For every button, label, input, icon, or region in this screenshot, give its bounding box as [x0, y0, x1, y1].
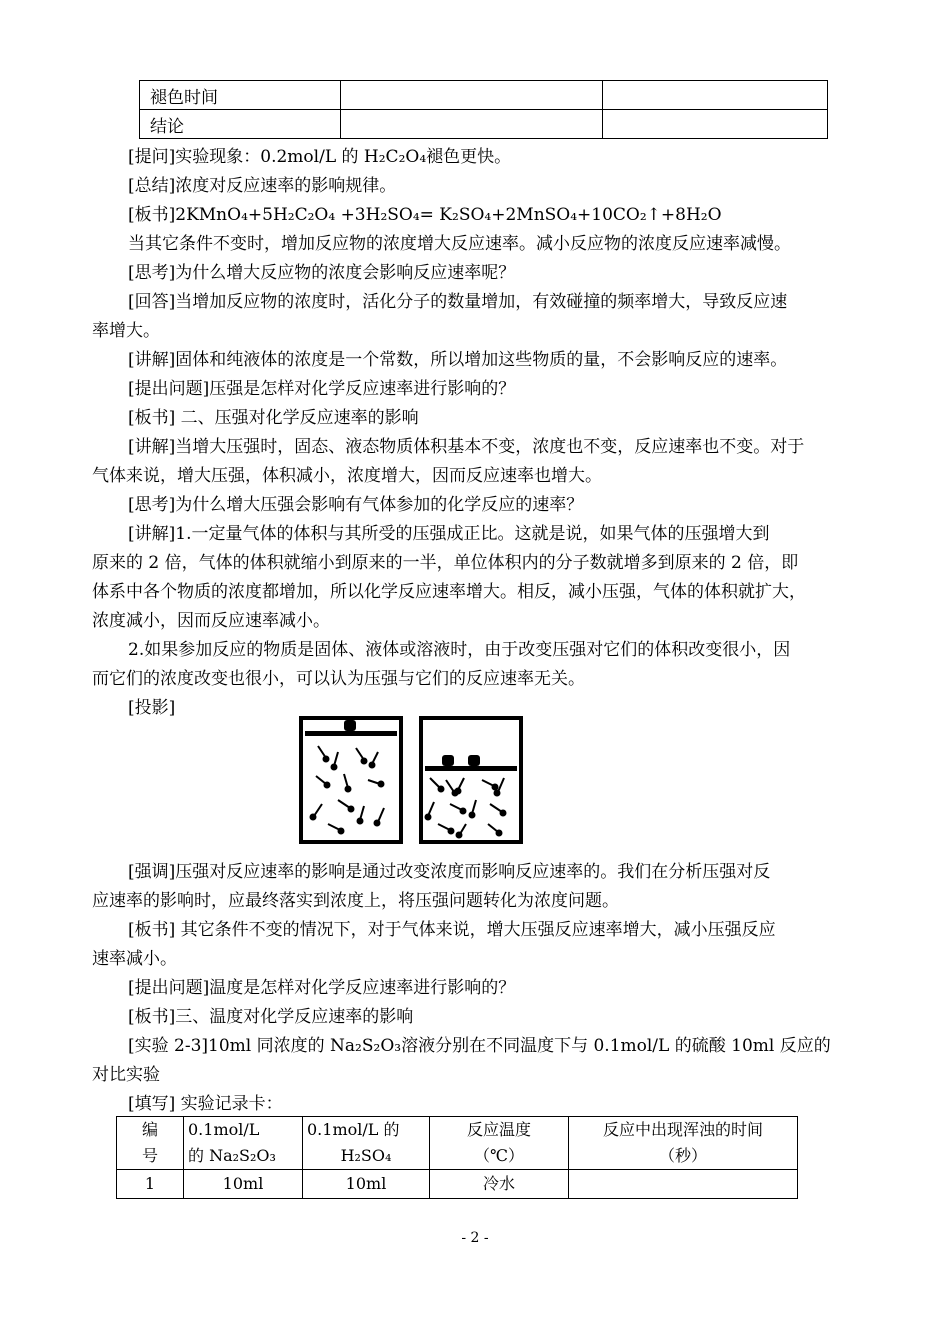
header-text: 0.1mol/L	[188, 1120, 260, 1139]
text-line: 2.如果参加反应的物质是固体、液体或溶液时，由于改变压强对它们的体积改变很小，因	[128, 640, 791, 660]
text-line: [回答]当增加反应物的浓度时，活化分子的数量增加，有效碰撞的频率增大，导致反应速	[128, 292, 788, 312]
text-line: [板书]三、温度对化学反应速率的影响	[128, 1007, 414, 1027]
header-text: H₂SO₄	[340, 1146, 392, 1165]
text-line: [强调]压强对反应速率的影响是通过改变浓度而影响反应速率的。我们在分析压强对反	[128, 862, 771, 882]
header-text: 的 Na₂S₂O₃	[188, 1146, 276, 1165]
text-line: [投影]	[128, 698, 176, 718]
experiment-result-table	[139, 80, 828, 139]
left-cylinder	[301, 718, 401, 842]
text-line: [板书] 其它条件不变的情况下，对于气体来说，增大压强反应速率增大，减小压强反应	[128, 920, 776, 940]
table-cell	[603, 110, 828, 139]
page-number: - 2 -	[461, 1230, 489, 1246]
table-row	[140, 81, 828, 110]
text-line: 而它们的浓度改变也很小，可以认为压强与它们的反应速率无关。	[92, 669, 585, 689]
header-text: 反应温度	[466, 1120, 531, 1139]
text-line: 原来的 2 倍，气体的体积就缩小到原来的一半，单位体积内的分子数就增多到原来的 2 倍，即	[92, 553, 799, 573]
table-cell: 1	[117, 1170, 184, 1199]
text-line: 体系中各个物质的浓度都增加，所以化学反应速率增大。相反，减小压强，气体的体积就扩大，	[92, 582, 806, 602]
table-cell	[341, 110, 603, 139]
header-text: 编	[141, 1120, 158, 1139]
right-cylinder	[421, 718, 521, 842]
text-line: [讲解]固体和纯液体的浓度是一个常数，所以增加这些物质的量，不会影响反应的速率。	[128, 350, 788, 370]
header-cell-h2so4	[303, 1117, 430, 1170]
text-line: [提出问题]压强是怎样对化学反应速率进行影响的？	[128, 379, 516, 399]
pressure-diagram	[298, 712, 528, 846]
text-line: [总结]浓度对反应速率的影响规律。	[128, 176, 397, 196]
table-header-row	[117, 1117, 798, 1170]
header-text: 号	[141, 1146, 158, 1165]
table-cell-label: 结论	[140, 110, 341, 139]
header-cell-time	[569, 1117, 798, 1170]
text-line: [讲解]1.一定量气体的体积与其所受的压强成正比。这就是说，如果气体的压强增大到	[128, 524, 770, 544]
table-cell: 10ml	[184, 1170, 303, 1199]
table-cell	[603, 81, 828, 110]
table-cell	[569, 1170, 798, 1199]
text-line: 速率减小。	[92, 949, 177, 969]
text-line: [提出问题]温度是怎样对化学反应速率进行影响的？	[128, 978, 516, 998]
table-cell-label: 褪色时间	[140, 81, 341, 110]
text-line: [填写] 实验记录卡：	[128, 1094, 283, 1114]
text-line: [实验 2-3]10ml 同浓度的 Na₂S₂O₃溶液分别在不同温度下与 0.1mol/L 的硫酸 10ml 反应的	[128, 1036, 831, 1056]
table-cell	[341, 81, 603, 110]
text-line: [思考]为什么增大反应物的浓度会影响反应速率呢？	[128, 263, 516, 283]
table-cell: 冷水	[430, 1170, 569, 1199]
header-text: 反应中出现浑浊的时间	[602, 1120, 763, 1139]
text-line: 当其它条件不变时，增加反应物的浓度增大反应速率。减小反应物的浓度反应速率减慢。	[128, 234, 791, 254]
header-cell-number	[117, 1117, 184, 1170]
header-cell-na2s2o3	[184, 1117, 303, 1170]
header-text: （℃）	[474, 1146, 524, 1165]
table-cell: 10ml	[303, 1170, 430, 1199]
table-row	[117, 1170, 798, 1199]
text-line: 率增大。	[92, 321, 160, 341]
text-line: [板书]2KMnO₄+5H₂C₂O₄ +3H₂SO₄= K₂SO₄+2MnSO₄+10CO₂↑+8H₂O	[128, 205, 722, 225]
text-line: [提问]实验现象：0.2mol/L 的 H₂C₂O₄褪色更快。	[128, 147, 512, 167]
text-line: [讲解]当增大压强时，固态、液态物质体积基本不变，浓度也不变，反应速率也不变。对于	[128, 437, 805, 457]
text-line: 对比实验	[92, 1065, 160, 1085]
header-text: （秒）	[658, 1146, 707, 1165]
text-line: [思考]为什么增大压强会影响有气体参加的化学反应的速率？	[128, 495, 584, 515]
experiment-record-table	[116, 1116, 798, 1199]
text-line: 气体来说，增大压强，体积减小，浓度增大，因而反应速率也增大。	[92, 466, 602, 486]
text-line: [板书] 二、压强对化学反应速率的影响	[128, 408, 419, 428]
table-row	[140, 110, 828, 139]
text-line: 应速率的影响时，应最终落实到浓度上，将压强问题转化为浓度问题。	[92, 891, 619, 911]
text-line: 浓度减小，因而反应速率减小。	[92, 611, 330, 631]
header-text: 0.1mol/L 的	[307, 1120, 400, 1139]
header-cell-temperature	[430, 1117, 569, 1170]
